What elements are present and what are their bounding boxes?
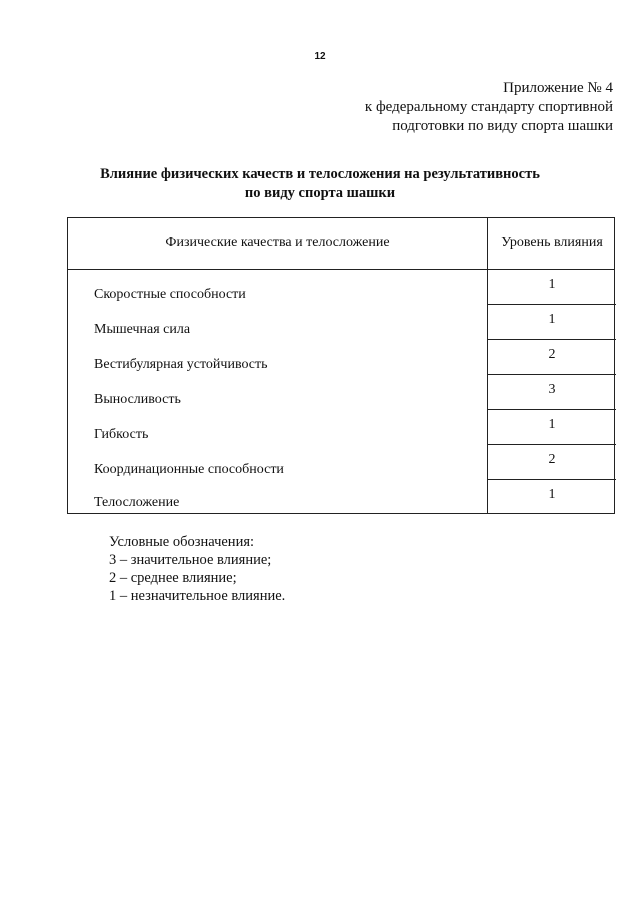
table-row [68,480,614,513]
appendix-line-1: Приложение № 4 [503,80,613,96]
page-number: 12 [314,51,326,62]
row-level: 2 [548,452,556,467]
table-row [68,410,614,445]
document-title [0,165,640,203]
appendix-heading [365,79,613,136]
row-quality: Скоростные способности [94,287,246,302]
row-level: 1 [548,417,556,432]
table-row [68,445,614,480]
row-level: 2 [548,347,556,362]
table-row [68,375,614,410]
row-quality: Выносливость [94,392,181,407]
appendix-line-3: подготовки по виду спорта шашки [392,118,613,134]
legend-item: 2 – среднее влияние; [109,570,237,586]
influence-table [67,217,615,514]
document-title-line-2: по виду спорта шашки [244,185,396,201]
row-level: 1 [548,277,556,292]
table-row [68,305,614,340]
legend-title: Условные обозначения: [109,534,255,550]
table-header-row [68,218,614,270]
legend [109,533,285,605]
row-quality: Гибкость [94,427,149,442]
row-quality: Мышечная сила [94,322,191,337]
row-quality: Телосложение [94,495,180,510]
legend-item: 1 – незначительное влияние. [109,588,286,604]
table-row [68,270,614,305]
appendix-line-2: к федеральному стандарту спортивной [364,99,613,115]
header-quality: Физические качества и телосложение [165,235,390,250]
document-title-line-1: Влияние физических качеств и телосложения на результативность [100,166,540,182]
row-quality: Координационные способности [94,462,284,477]
row-level: 3 [548,382,556,397]
row-level: 1 [548,312,556,327]
row-quality: Вестибулярная устойчивость [94,357,268,372]
row-level: 1 [548,487,556,502]
table-row [68,340,614,375]
header-level: Уровень влияния [501,235,603,250]
legend-item: 3 – значительное влияние; [109,552,272,568]
